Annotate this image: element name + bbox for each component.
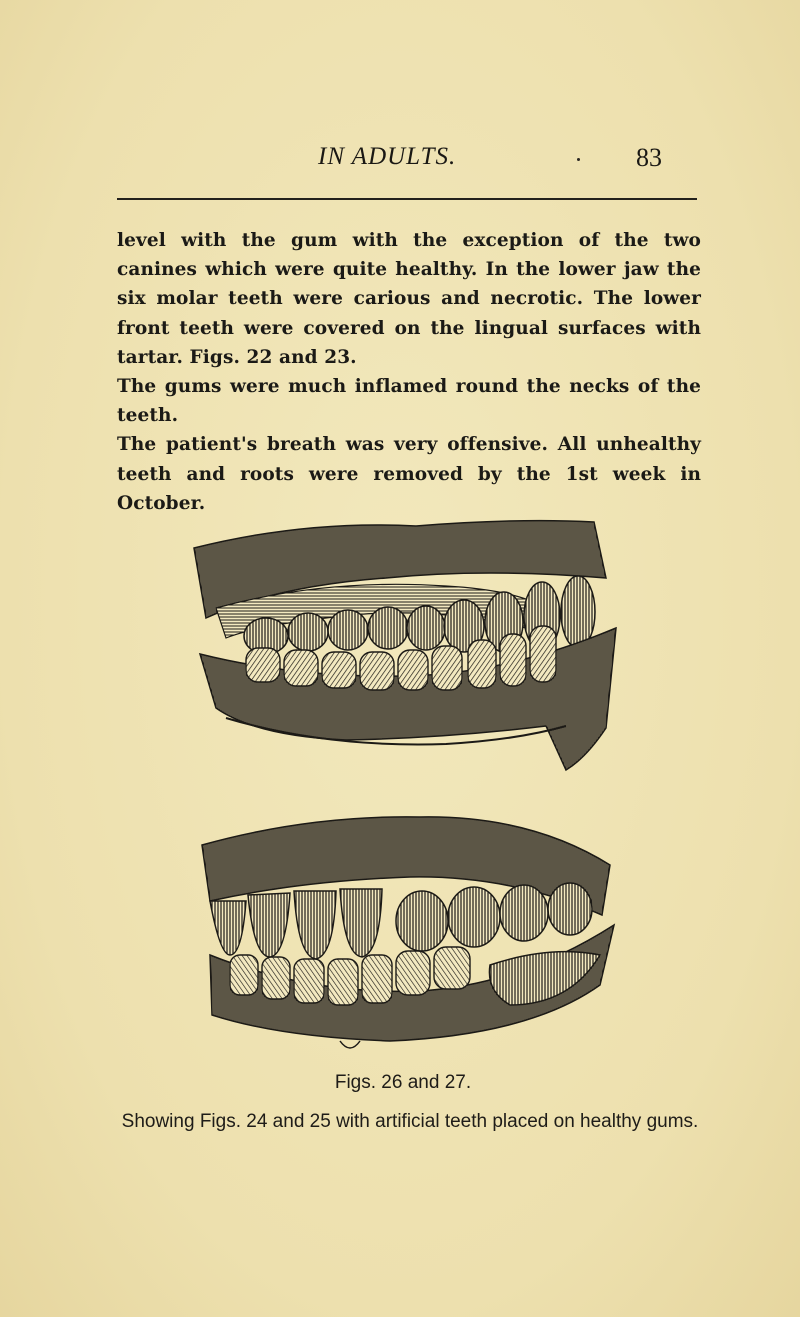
figure-27-illustration	[190, 805, 620, 1055]
page-number: 83	[636, 143, 662, 172]
header-rule	[117, 198, 697, 200]
header-dot	[577, 158, 580, 161]
paragraph-2: The gums were much inflamed round the necks of the teeth.	[117, 376, 701, 427]
figure-caption-title: Figs. 26 and 27.	[334, 1072, 472, 1093]
paragraph-1: level with the gum with the exception of the two canines which were quite healthy. In the lower jaw the six molar teeth were carious and necrotic. The lower front teeth were covered on the lingual surfaces with tartar. Figs. 22 and 23.	[117, 230, 701, 368]
figure-26-illustration	[186, 508, 624, 778]
running-title: IN ADULTS.	[318, 143, 457, 170]
paragraph-3: The patient's breath was very offensive. All unhealthy teeth and roots were removed by the 1st week in October.	[117, 434, 701, 514]
body-text	[117, 226, 701, 518]
figure-caption-text: Showing Figs. 24 and 25 with artificial teeth placed on healthy gums.	[121, 1111, 699, 1132]
